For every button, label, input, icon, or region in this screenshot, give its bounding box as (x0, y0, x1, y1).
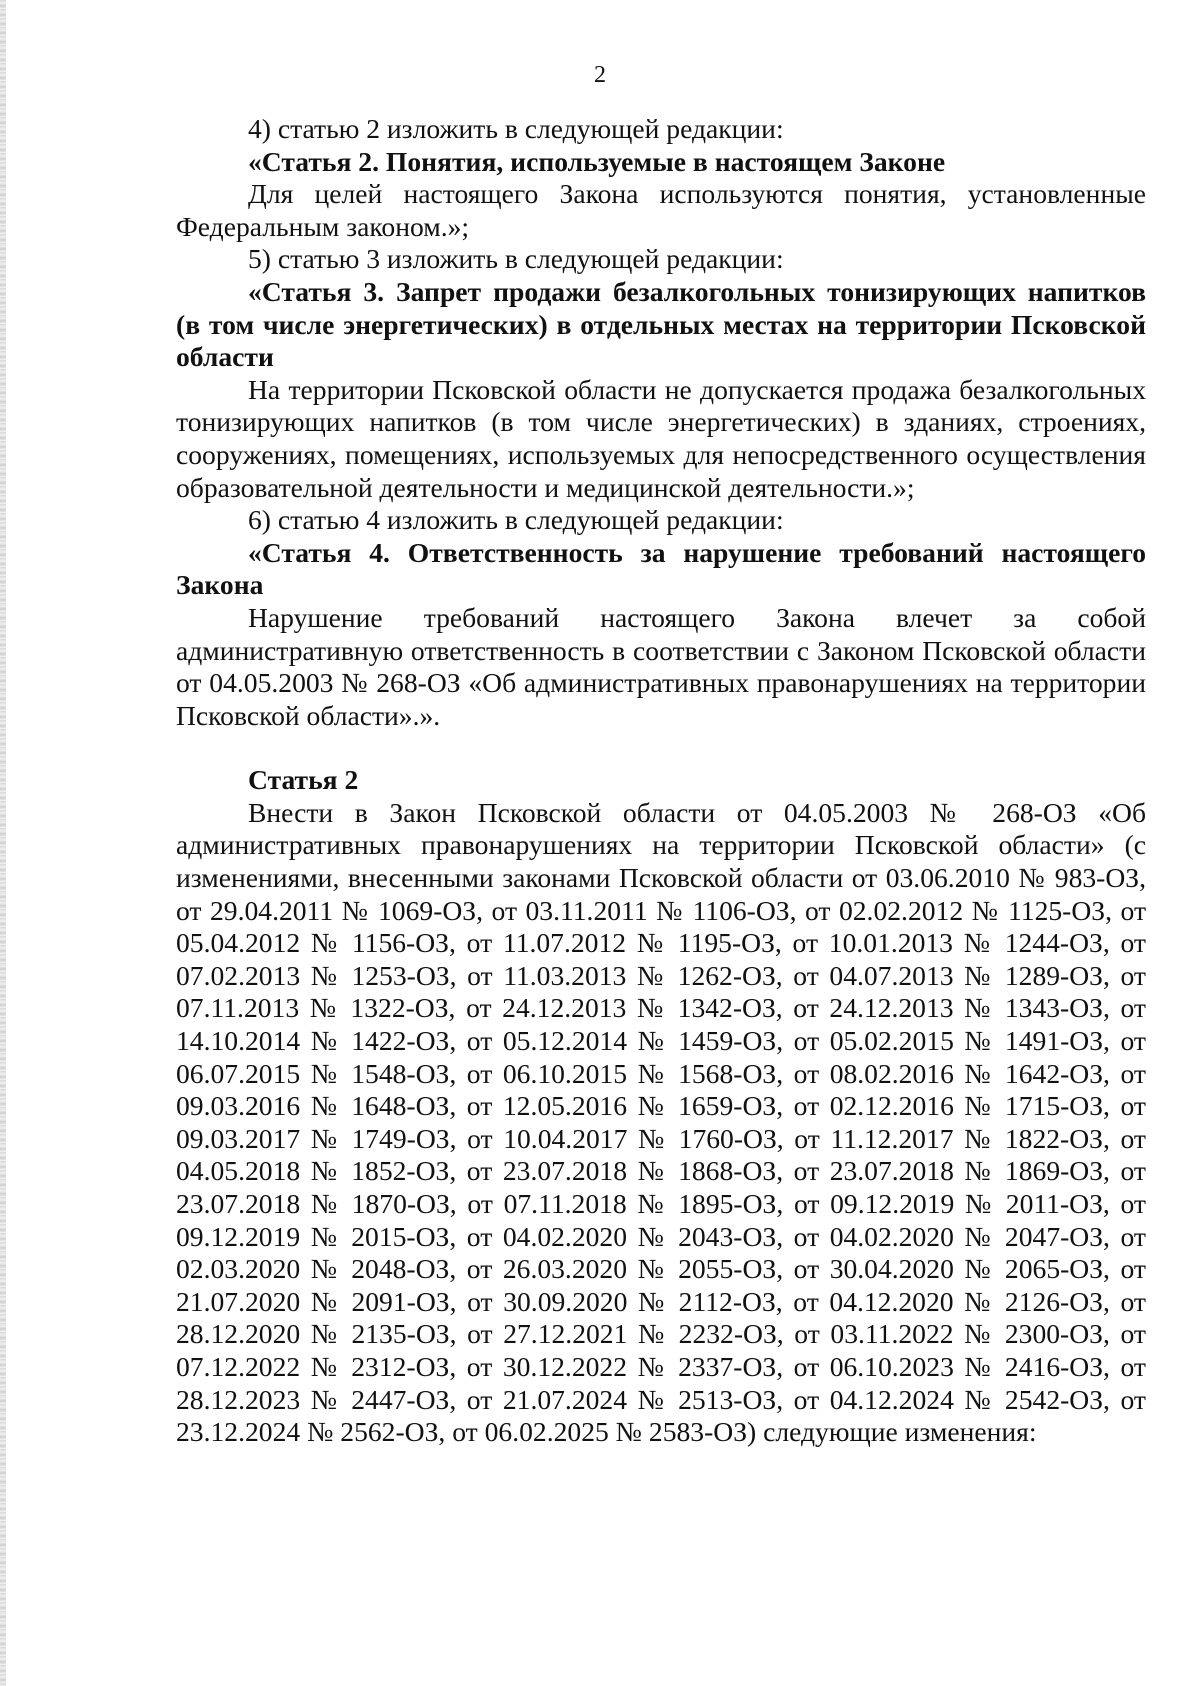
document-body (176, 113, 1146, 1449)
paragraph-article-2-text: Для целей настоящего Закона используются понятия, установленные Федеральным законом.»; (176, 178, 1146, 242)
heading-article-3-ban: «Статья 3. Запрет продажи безалкогольных тонизирующих напитков (в том числе энергетических) в отдельных местах на территории Псковской области (176, 275, 1146, 373)
section-gap (176, 732, 1146, 764)
heading-article-4-liability: «Статья 4. Ответственность за нарушение требований настоящего Закона (176, 536, 1146, 601)
scan-edge (0, 0, 6, 1686)
paragraph-amend-article-3: 5) статью 3 изложить в следующей редакции: (248, 243, 784, 275)
paragraph-amend-article-2: 4) статью 2 изложить в следующей редакции: (248, 113, 784, 144)
page-number: 2 (594, 62, 606, 88)
paragraph-statya-2-amendments: Внести в Закон Псковской области от 04.05.2003 № 268-ОЗ «Об административных правонарушениях на территории Псковской области» (с изменениями, внесенными законами Псковской области от 03.06.2010 № 983-ОЗ, от 29.04.2011 № 1069-ОЗ, от 03.11.2011 № 1106-ОЗ, от 02.02.2012 № 1125-ОЗ, от 05.04.2012 № 1156-ОЗ, от 11.07.2012 № 1195-ОЗ, от 10.01.2013 № 1244-ОЗ, от 07.02.2013 № 1253-ОЗ, от 11.03.2013 № 1262-ОЗ, от 04.07.2013 № 1289-ОЗ, от 07.11.2013 № 1322-ОЗ, от 24.12.2013 № 1342-ОЗ, от 24.12.2013 № 1343-ОЗ, от 14.10.2014 № 1422-ОЗ, от 05.12.2014 № 1459-ОЗ, от 05.02.2015 № 1491-ОЗ, от 06.07.2015 № 1548-ОЗ, от 06.10.2015 № 1568-ОЗ, от 08.02.2016 № 1642-ОЗ, от 09.03.2016 № 1648-ОЗ, от 12.05.2016 № 1659-ОЗ, от 02.12.2016 № 1715-ОЗ, от 09.03.2017 № 1749-ОЗ, от 10.04.2017 № 1760-ОЗ, от 11.12.2017 № 1822-ОЗ, от 04.05.2018 № 1852-ОЗ, от 23.07.2018 № 1868-ОЗ, от 23.07.2018 № 1869-ОЗ, от 23.07.2018 № 1870-ОЗ, от 07.11.2018 № 1895-ОЗ, от 09.12.2019 № 2011-ОЗ, от 09.12.2019 № 2015-ОЗ, от 04.02.2020 № 2043-ОЗ, от 04.02.2020 № 2047-ОЗ, от 02.03.2020 № 2048-ОЗ, от 26.03.2020 № 2055-ОЗ, от 30.04.2020 № 2065-ОЗ, от 21.07.2020 № 2091-ОЗ, от 30.09.2020 № 2112-ОЗ, от 04.12.2020 № 2126-ОЗ, от 28.12.2020 № 2135-ОЗ, от 27.12.2021 № 2232-ОЗ, от 03.11.2022 № 2300-ОЗ, от 07.12.2022 № 2312-ОЗ, от 30.12.2022 № 2337-ОЗ, от 06.10.2023 № 2416-ОЗ, от 28.12.2023 № 2447-ОЗ, от 21.07.2024 № 2513-ОЗ, от 04.12.2024 № 2542-ОЗ, от 23.12.2024 № 2562-ОЗ, от 06.02.2025 № 2583-ОЗ) следующие изменения: (176, 796, 1146, 1448)
paragraph-article-3-text: На территории Псковской области не допускается продажа безалкогольных тонизирующих напитков (в том числе энергетических) в зданиях, строениях, сооружениях, помещениях, используемых для непосредственного осуществления образовательной деятельности и медицинской деятельности.»; (176, 373, 1146, 503)
heading-article-2-concepts: «Статья 2. Понятия, используемые в настоящем Законе (248, 145, 946, 177)
paragraph-article-4-text: Нарушение требований настоящего Закона влечет за собой административную ответственность в соответствии с Законом Псковской области от 04.05.2003 № 268-ОЗ «Об административных правонарушениях на территории Псковской области».». (176, 601, 1146, 731)
heading-statya-2: Статья 2 (248, 764, 359, 796)
paragraph-amend-article-4: 6) статью 4 изложить в следующей редакции: (248, 504, 784, 536)
